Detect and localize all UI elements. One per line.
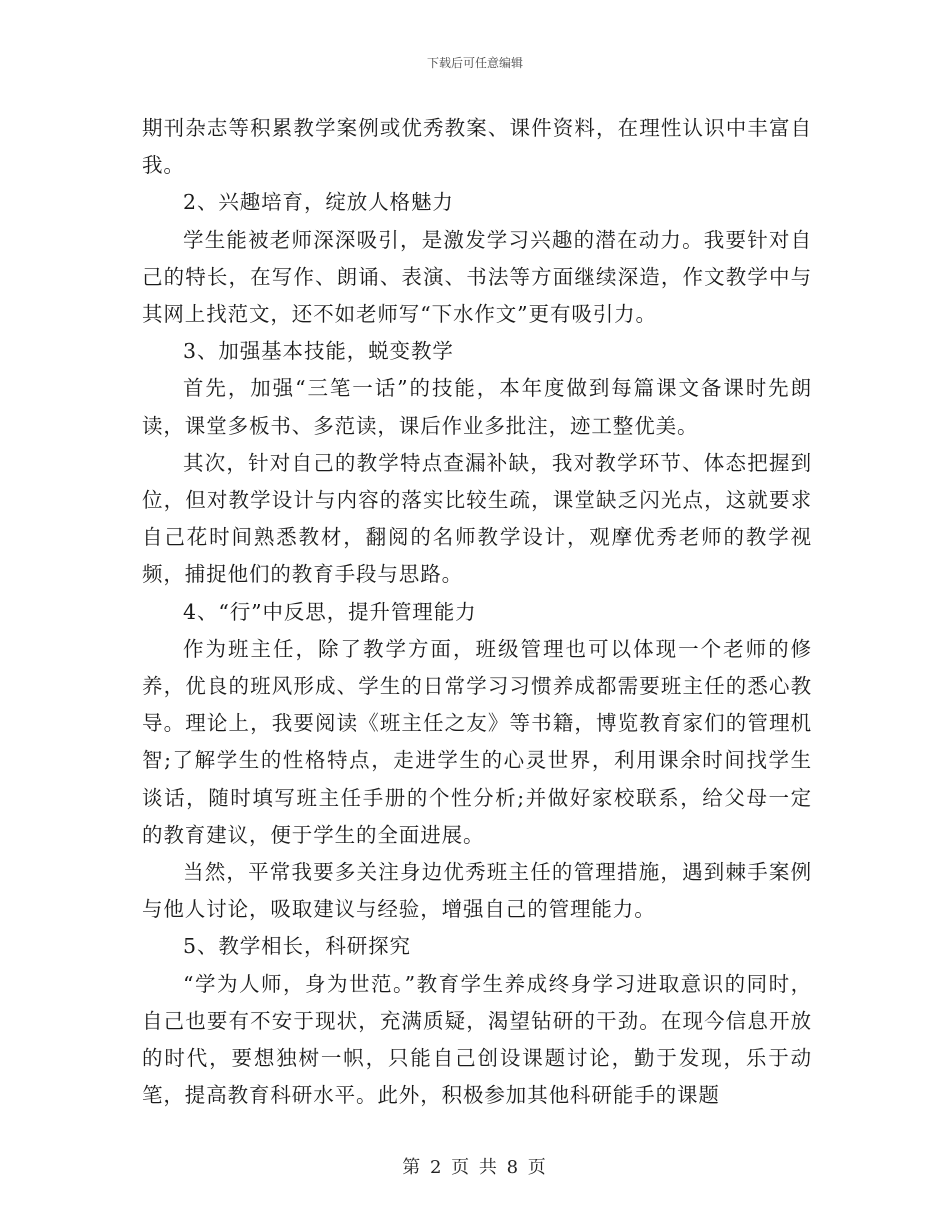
section-heading: 2、兴趣培育，绽放人格魅力	[183, 190, 454, 215]
paragraph: 期刊杂志等积累教学案例或优秀教案、课件资料，在理性认识中丰富自我。	[142, 116, 812, 178]
paragraph: “学为人师，身为世范。”教育学生养成终身学习进取意识的同时，自己也要有不安于现状，充满质疑，渴望钻研的干劲。在现今信息开放的时代，要想独树一帜，只能自己创设课题讨论，勤于发现，乐于动笔，提高教育科研水平。此外，积极参加其他科研能手的课题	[142, 971, 812, 1108]
paragraph: 作为班主任，除了教学方面，班级管理也可以体现一个老师的修养，优良的班风形成、学生的日常学习习惯养成都需要班主任的悉心教导。理论上，我要阅读《班主任之友》等书籍，博览教育家们的管理机智;了解学生的性格特点，走进学生的心灵世界，利用课余时间找学生谈话，随时填写班主任手册的个性分析;并做好家校联系，给父母一定的教育建议，便于学生的全面进展。	[142, 636, 812, 847]
section-heading: 3、加强基本技能，蜕变教学	[183, 339, 454, 364]
paragraph: 学生能被老师深深吸引，是激发学习兴趣的潜在动力。我要针对自己的特长，在写作、朗诵、表演、书法等方面继续深造，作文教学中与其网上找范文，还不如老师写“下水作文”更有吸引力。	[142, 227, 812, 327]
section-heading: 4、“行”中反思，提升管理能力	[183, 599, 477, 624]
page-header: 下载后可任意编辑	[426, 56, 523, 70]
page-footer: 第 2 页 共 8 页	[402, 1157, 548, 1178]
section-heading: 5、教学相长，科研探究	[183, 934, 411, 959]
paragraph: 首先，加强“三笔一话”的技能，本年度做到每篇课文备课时先朗读，课堂多板书、多范读，课后作业多批注，迹工整优美。	[142, 376, 812, 438]
paragraph: 其次，针对自己的教学特点查漏补缺，我对教学环节、体态把握到位，但对教学设计与内容的落实比较生疏，课堂缺乏闪光点，这就要求自己花时间熟悉教材，翻阅的名师教学设计，观摩优秀老师的教学视频，捕捉他们的教育手段与思路。	[142, 450, 812, 587]
paragraph: 当然，平常我要多关注身边优秀班主任的管理措施，遇到棘手案例与他人讨论，吸取建议与经验，增强自己的管理能力。	[142, 860, 812, 922]
document-body	[142, 110, 812, 1114]
